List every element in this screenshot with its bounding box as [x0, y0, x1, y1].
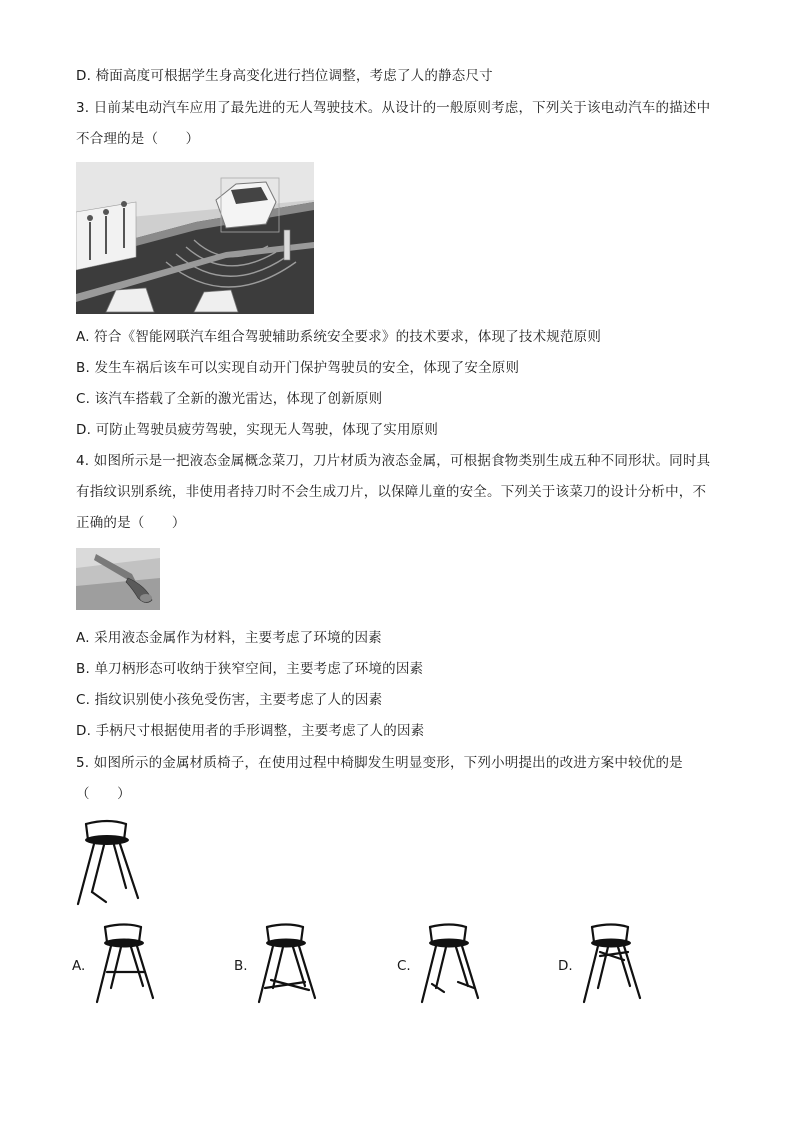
option-c-label: C.	[397, 958, 411, 974]
option-b-chair-image	[255, 922, 321, 1006]
question-4-option-c: C. 指纹识别使小孩免受伤害，主要考虑了人的因素	[76, 692, 383, 708]
question-4-option-a: A. 采用液态金属作为材料，主要考虑了环境的因素	[76, 630, 382, 646]
question-2-option-d: D. 椅面高度可根据学生身高变化进行挡位调整，考虑了人的静态尺寸	[76, 68, 493, 84]
option-a-label: A.	[72, 958, 86, 974]
question-5-stem-line-2: （ ）	[76, 786, 131, 802]
option-c-chair-image	[418, 922, 484, 1006]
liquid-metal-knife-image	[76, 548, 160, 610]
question-3-option-a: A. 符合《智能网联汽车组合驾驶辅助系统安全要求》的技术要求，体现了技术规范原则	[76, 329, 602, 345]
question-4-stem-line-1: 4. 如图所示是一把液态金属概念菜刀，刀片材质为液态金属，可根据食物类别生成五种不同形状。同时具	[76, 453, 711, 469]
question-4-stem-line-2: 有指纹识别系统，非使用者持刀时不会生成刀片，以保障儿童的安全。下列关于该菜刀的设计分析中，不	[76, 484, 707, 500]
question-4-option-d: D. 手柄尺寸根据使用者的手形调整，主要考虑了人的因素	[76, 723, 425, 739]
question-3-stem-line-2: 不合理的是（ ）	[76, 131, 200, 147]
question-4-stem-line-3: 正确的是（ ）	[76, 515, 186, 531]
question-3-stem-line-1: 3. 日前某电动汽车应用了最先进的无人驾驶技术。从设计的一般原则考虑，下列关于该电动汽车的描述中	[76, 100, 711, 116]
question-3-option-c: C. 该汽车搭载了全新的激光雷达，体现了创新原则	[76, 391, 383, 407]
option-b-label: B.	[234, 958, 248, 974]
question-5-stem-line-1: 5. 如图所示的金属材质椅子，在使用过程中椅脚发生明显变形，下列小明提出的改进方案中较优的是	[76, 755, 683, 771]
autonomous-car-image	[76, 162, 314, 314]
question-3-option-d: D. 可防止驾驶员疲劳驾驶，实现无人驾驶，体现了实用原则	[76, 422, 439, 438]
question-4-option-b: B. 单刀柄形态可收纳于狭窄空间，主要考虑了环境的因素	[76, 661, 424, 677]
option-d-chair-image	[580, 922, 646, 1006]
option-d-label: D.	[558, 958, 573, 974]
option-a-chair-image	[93, 922, 159, 1006]
original-metal-chair-image	[74, 818, 142, 908]
question-3-option-b: B. 发生车祸后该车可以实现自动开门保护驾驶员的安全，体现了安全原则	[76, 360, 520, 376]
